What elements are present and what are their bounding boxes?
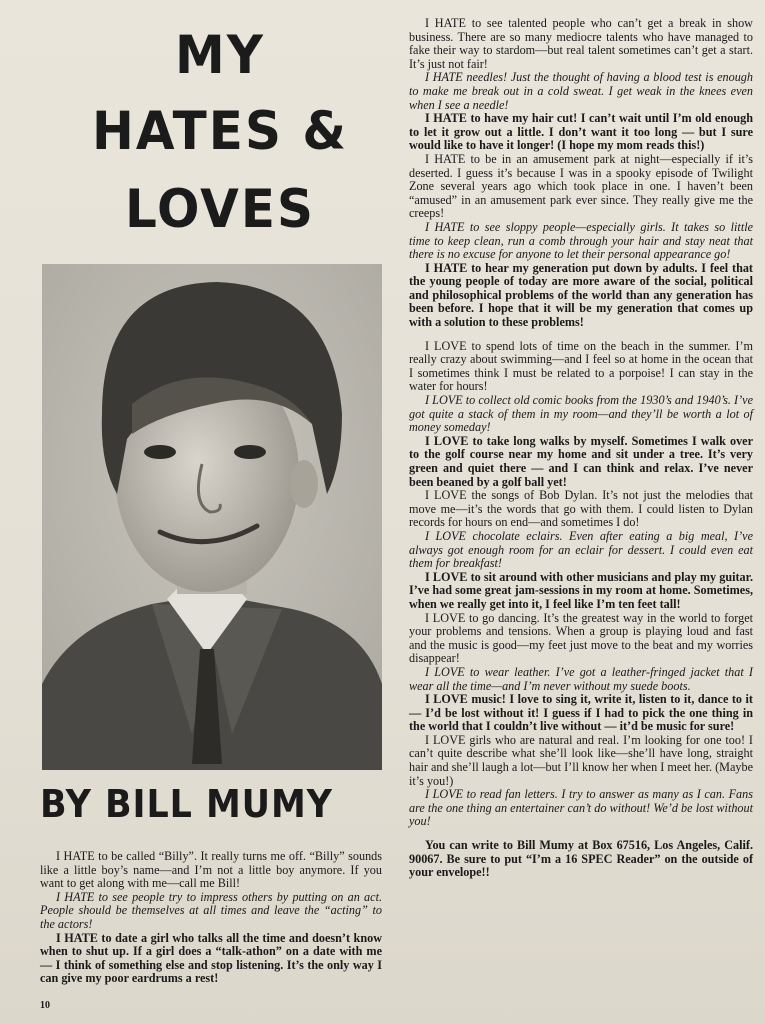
love-paragraph-11: I LOVE to read fan letters. I try to answer as many as I can. Fans are the one thing an entertainer can’t do without! We’d be lost without you! — [409, 787, 753, 829]
hate-paragraph-1: I HATE to see talented people who can’t get a break in show business. There are so many mediocre talents who have managed to fake their way to stardom—but real talent sometimes can’t get a start. It’s just not fair! — [409, 16, 753, 71]
love-paragraph-2: I LOVE to collect old comic books from the 1930’s and 1940’s. I’ve got quite a stack of them in my room—and they’ll be worth a lot of money someday! — [409, 393, 753, 435]
hate-paragraph-4: I HATE to be in an amusement park at night—especially if it’s deserted. I guess it’s because I was in a spooky episode of Twilight Zone several years ago which took place in one. I haven’t been “amused” in an amusement park ever since. They really give me the creeps! — [409, 151, 753, 221]
left-paragraph-1: I HATE to be called “Billy”. It really turns me off. “Billy” sounds like a little boy’s name—and I’m not a little boy anymore. If you want to get along with me—call me Bill! — [40, 849, 382, 891]
love-paragraph-8: I LOVE to wear leather. I’ve got a leather-fringed jacket that I wear all the time—and I’m never without my suede boots. — [409, 664, 753, 693]
address-note: You can write to Bill Mumy at Box 67516, Los Angeles, Calif. 90067. Be sure to put “I’m a 16 SPEC Reader” on the outside of your envelope!! — [409, 838, 753, 880]
love-paragraph-10: I LOVE girls who are natural and real. I’m looking for one too! I can’t quite describe what she’ll look like—she’ll have long, straight hair and she’ll laugh a lot—but I’ll know her when I meet her. (Maybe it’s you!) — [409, 732, 753, 788]
left-paragraph-2: I HATE to see people try to impress others by putting on an act. People should be themselves at all times and leave the “acting” to the actors! — [40, 889, 382, 931]
love-paragraph-5: I LOVE chocolate eclairs. Even after eating a big meal, I’ve always got enough room for an eclair for dessert. I could even eat them for breakfast! — [409, 528, 753, 571]
hate-paragraph-5: I HATE to see sloppy people—especially girls. It takes so little time to keep clean, run a comb through your hair and stay neat that there is no excuse for anyone to let their personal appearance go! — [409, 219, 753, 262]
left-text-column — [40, 850, 382, 986]
right-text-column — [409, 17, 753, 880]
love-paragraph-4: I LOVE the songs of Bob Dylan. It’s not just the melodies that move me—it’s the words that go with them. I could listen to Dylan records for hours on end—and sometimes I do! — [409, 488, 753, 530]
love-paragraph-9: I LOVE music! I love to sing it, write it, listen to it, dance to it — I’d be lost without it! I guess if I had to pick the one thing in the world that I couldn’t live without — it’d be music for sure! — [409, 692, 753, 734]
love-paragraph-7: I LOVE to go dancing. It’s the greatest way in the world to forget your problems and tensions. When a group is playing loud and fast and the music is good—my feet just move to the beat and my worries disappear! — [409, 610, 753, 666]
title-line-1: MY — [175, 24, 265, 86]
love-paragraph-1: I LOVE to spend lots of time on the beach in the summer. I’m really crazy about swimming—and I feel so at home in the ocean that I sometimes think I must be related to a porpoise! I can stay in the water for hours! — [409, 338, 753, 394]
hate-paragraph-3: I HATE to have my hair cut! I can’t wait until I’m old enough to let it grow out a little. I don’t want it too long — but I sure would like to have it longer! (I hope my mom reads this!) — [409, 111, 753, 153]
love-paragraph-3: I LOVE to take long walks by myself. Sometimes I walk over to the golf course near my home and sit under a tree. It’s very green and quiet there — and I can think and relax. I’ve never been beaned by a golf ball yet! — [409, 433, 753, 489]
hate-paragraph-2: I HATE needles! Just the thought of having a blood test is enough to make me break out in a cold sweat. I get weak in the knees even when I see a needle! — [409, 70, 753, 112]
left-paragraph-3: I HATE to date a girl who talks all the time and doesn’t know when to shut up. If a girl does a “talk-athon” on a date with me — I think of something else and stop listening. It’s the only way I can give my poor eardrums a rest! — [40, 930, 382, 986]
hate-paragraph-6: I HATE to hear my generation put down by adults. I feel that the young people of today are more aware of the social, political and philosophical problems of the world than any generation has been before. I hope that it will be my generation that comes up with a solution to these problems! — [409, 260, 753, 330]
title-line-2: HATES & — [92, 100, 348, 162]
title-line-3: LOVES — [124, 178, 316, 240]
byline: BY BILL MUMY — [40, 782, 333, 826]
portrait-photo — [42, 264, 382, 770]
love-paragraph-6: I LOVE to sit around with other musicians and play my guitar. I’ve had some great jam-sessions in my room at home. Sometimes, when we really get into it, I feel like I’m ten feet tall! — [409, 569, 753, 611]
portrait-illustration — [42, 264, 382, 770]
page-number: 10 — [40, 1000, 50, 1011]
